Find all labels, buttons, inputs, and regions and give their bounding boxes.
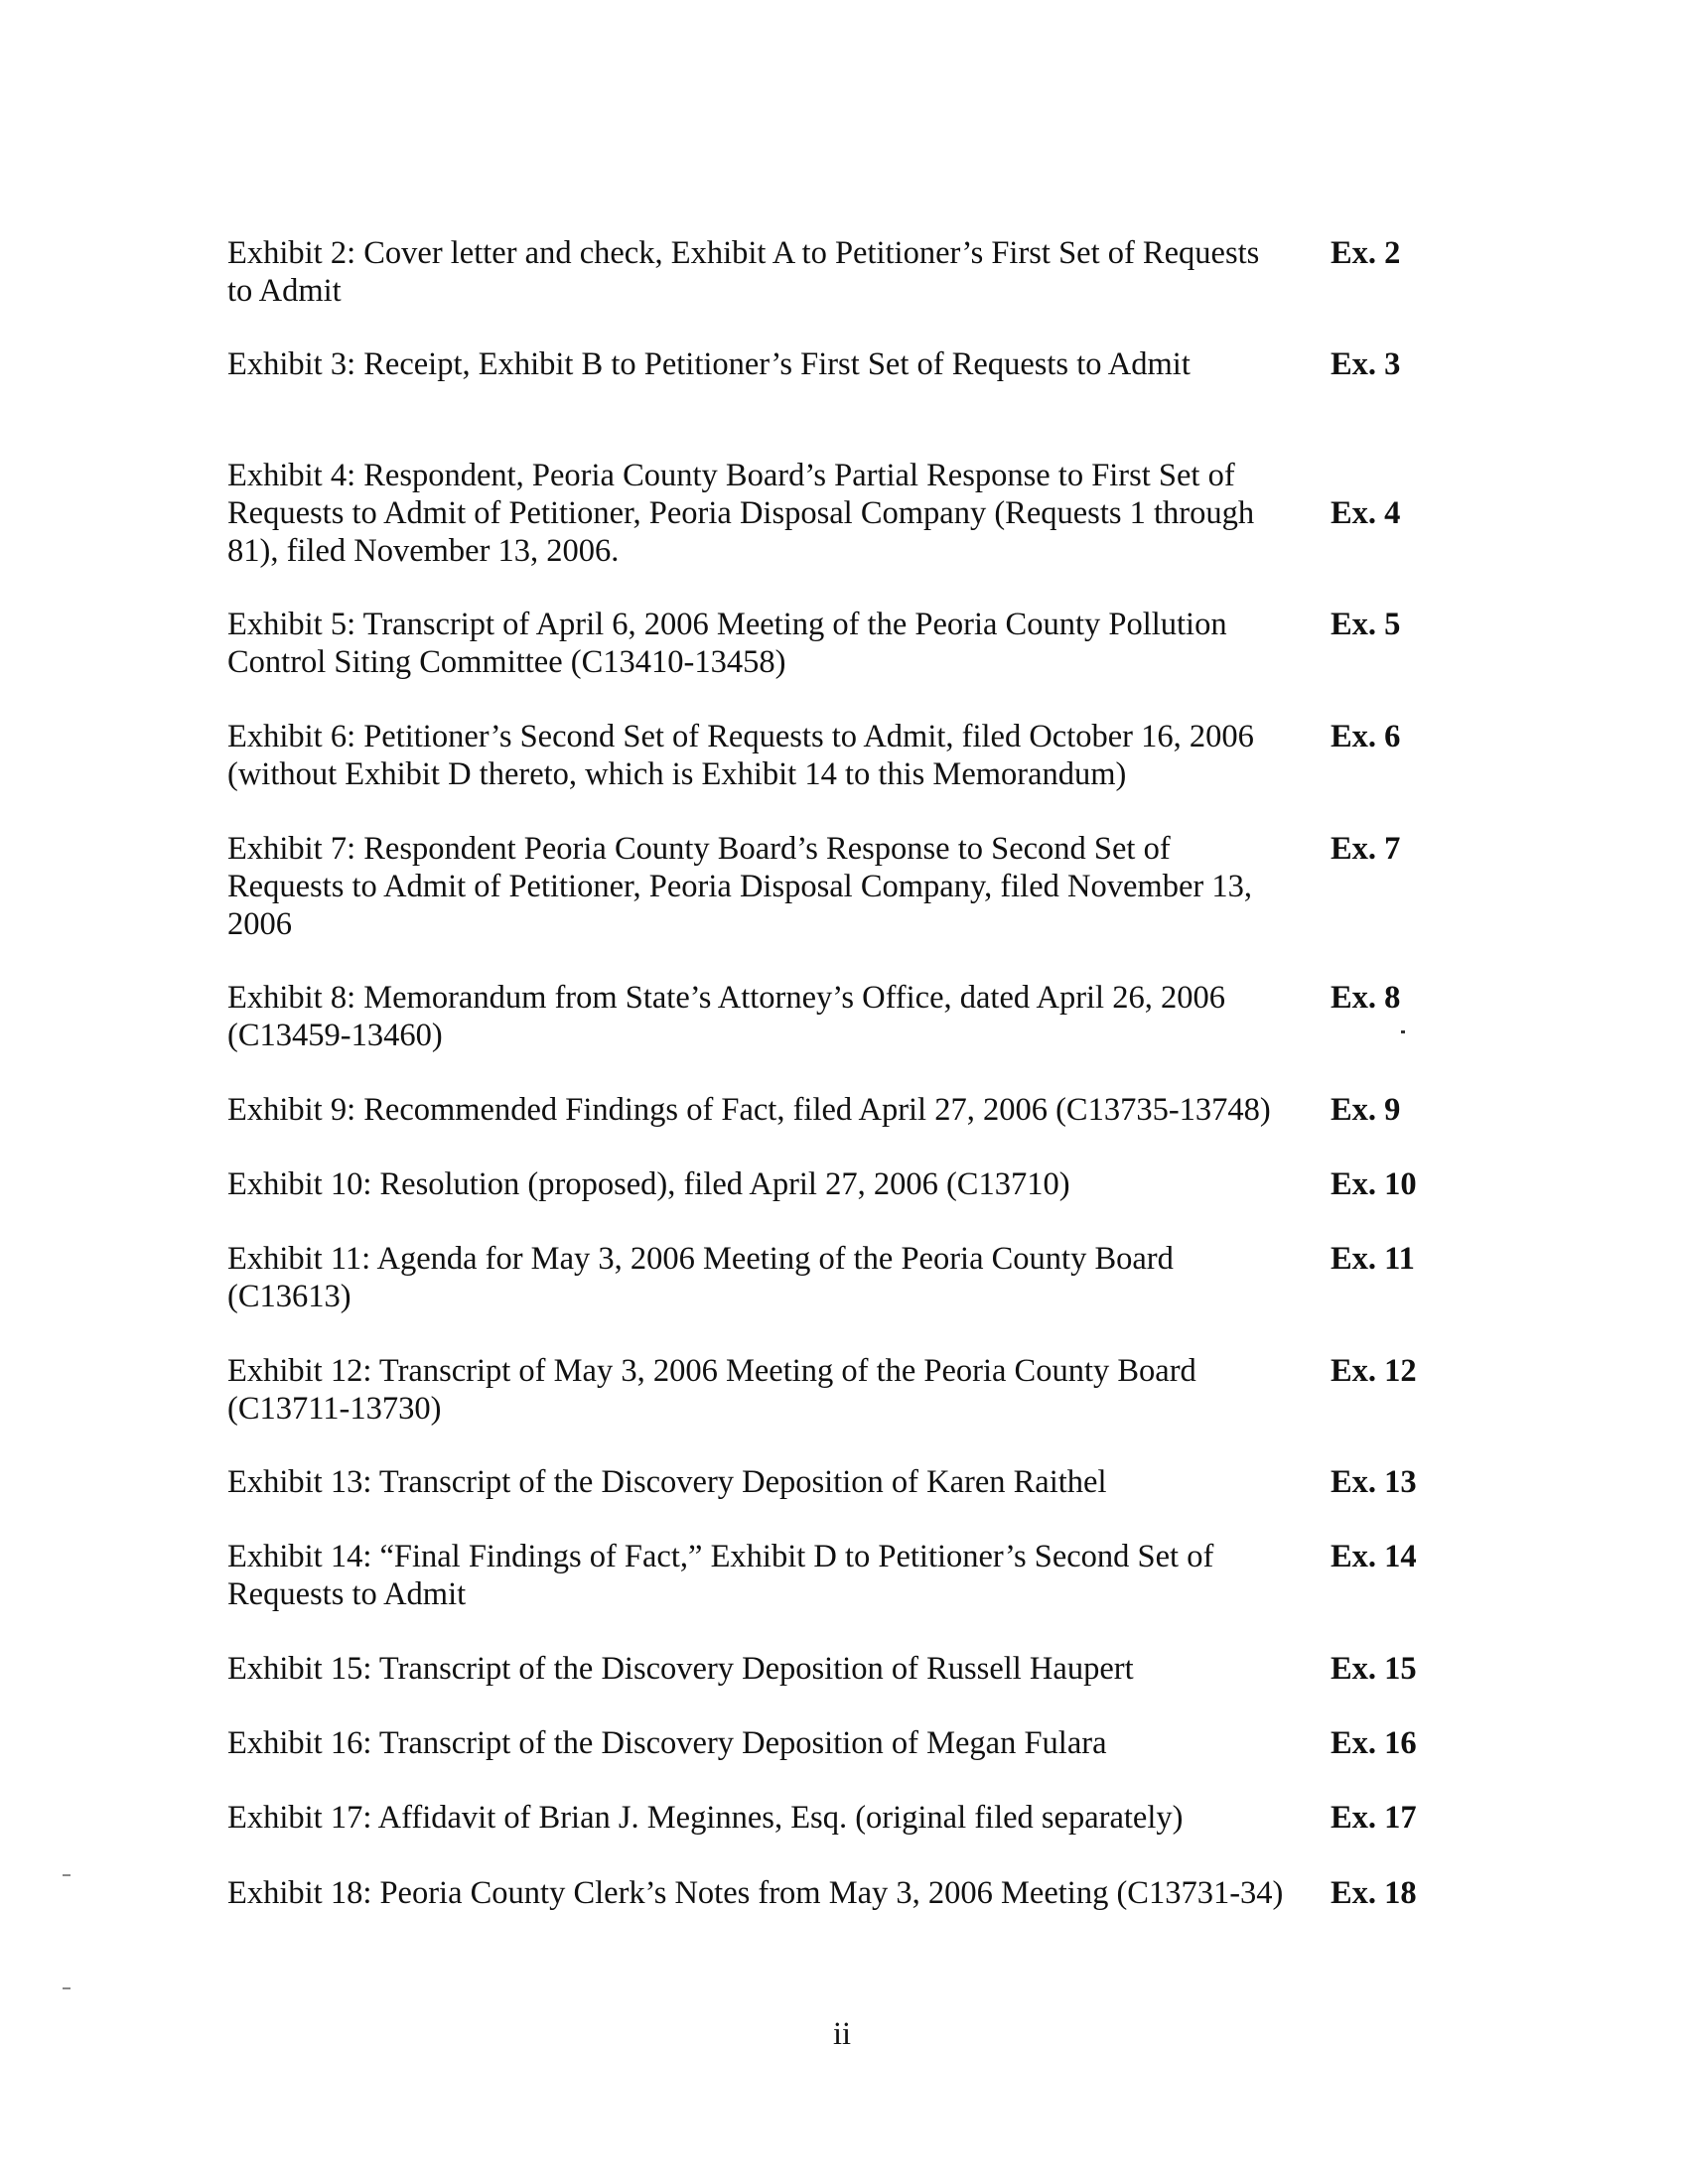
scan-mark [63,1987,70,1989]
exhibit-description: Exhibit 13: Transcript of the Discovery Deposition of Karen Raithel [227,1464,1107,1500]
exhibit-label: Ex. 4 [1331,495,1401,531]
exhibit-label: Ex. 16 [1331,1725,1417,1761]
exhibit-description: Exhibit 16: Transcript of the Discovery Deposition of Megan Fulara [227,1725,1107,1761]
exhibit-description: Exhibit 10: Resolution (proposed), filed April 27, 2006 (C13710) [227,1166,1070,1202]
exhibit-label: Ex. 13 [1331,1464,1417,1500]
exhibit-description: Exhibit 5: Transcript of April 6, 2006 Meeting of the Peoria County Pollution Control Siting Committee (C13410-13458) [227,607,1227,680]
exhibit-description: Exhibit 6: Petitioner’s Second Set of Requests to Admit, filed October 16, 2006 (without Exhibit D thereto, which is Exhibit 14 to this Memorandum) [227,719,1254,792]
scan-mark [63,1874,70,1876]
exhibit-label: Ex. 6 [1331,719,1401,754]
exhibit-label: Ex. 14 [1331,1539,1417,1574]
exhibit-description: Exhibit 17: Affidavit of Brian J. Meginnes, Esq. (original filed separately) [227,1800,1184,1836]
exhibit-label: Ex. 10 [1331,1166,1417,1202]
exhibit-label: Ex. 12 [1331,1353,1417,1389]
scan-mark [1401,1030,1405,1033]
exhibit-label: Ex. 11 [1331,1241,1415,1277]
exhibit-description: Exhibit 8: Memorandum from State’s Attorney’s Office, dated April 26, 2006 (C13459-13460) [227,980,1225,1053]
exhibit-description: Exhibit 2: Cover letter and check, Exhibit A to Petitioner’s First Set of Requests to Admit [227,235,1260,309]
exhibit-description: Exhibit 9: Recommended Findings of Fact, filed April 27, 2006 (C13735-13748) [227,1092,1271,1128]
exhibit-description: Exhibit 15: Transcript of the Discovery Deposition of Russell Haupert [227,1651,1134,1687]
exhibit-label: Ex. 9 [1331,1092,1401,1128]
exhibit-label: Ex. 3 [1331,346,1401,382]
exhibit-label: Ex. 17 [1331,1800,1417,1836]
exhibit-description: Exhibit 12: Transcript of May 3, 2006 Meeting of the Peoria County Board (C13711-13730) [227,1353,1196,1427]
exhibit-label: Ex. 5 [1331,607,1401,642]
exhibit-description: Exhibit 3: Receipt, Exhibit B to Petitioner’s First Set of Requests to Admit [227,346,1191,382]
exhibit-label: Ex. 18 [1331,1875,1417,1911]
exhibit-label: Ex. 2 [1331,235,1401,271]
exhibit-description: Exhibit 14: “Final Findings of Fact,” Exhibit D to Petitioner’s Second Set of Requests to Admit [227,1539,1214,1612]
exhibit-label: Ex. 15 [1331,1651,1417,1687]
exhibit-description: Exhibit 18: Peoria County Clerk’s Notes from May 3, 2006 Meeting (C13731-34) [227,1875,1284,1911]
exhibit-description: Exhibit 11: Agenda for May 3, 2006 Meeting of the Peoria County Board (C13613) [227,1241,1174,1314]
exhibit-label: Ex. 7 [1331,831,1401,867]
exhibit-label: Ex. 8 [1331,980,1401,1016]
exhibit-description: Exhibit 7: Respondent Peoria County Board’s Response to Second Set of Requests to Admit of Petitioner, Peoria Disposal Company, filed November 13, 2006 [227,831,1252,942]
exhibit-description: Exhibit 4: Respondent, Peoria County Board’s Partial Response to First Set of Requests to Admit of Petitioner, Peoria Disposal Company (Requests 1 through 81), filed November 13, 2006. [227,458,1255,569]
page-number: ii [832,2016,852,2052]
